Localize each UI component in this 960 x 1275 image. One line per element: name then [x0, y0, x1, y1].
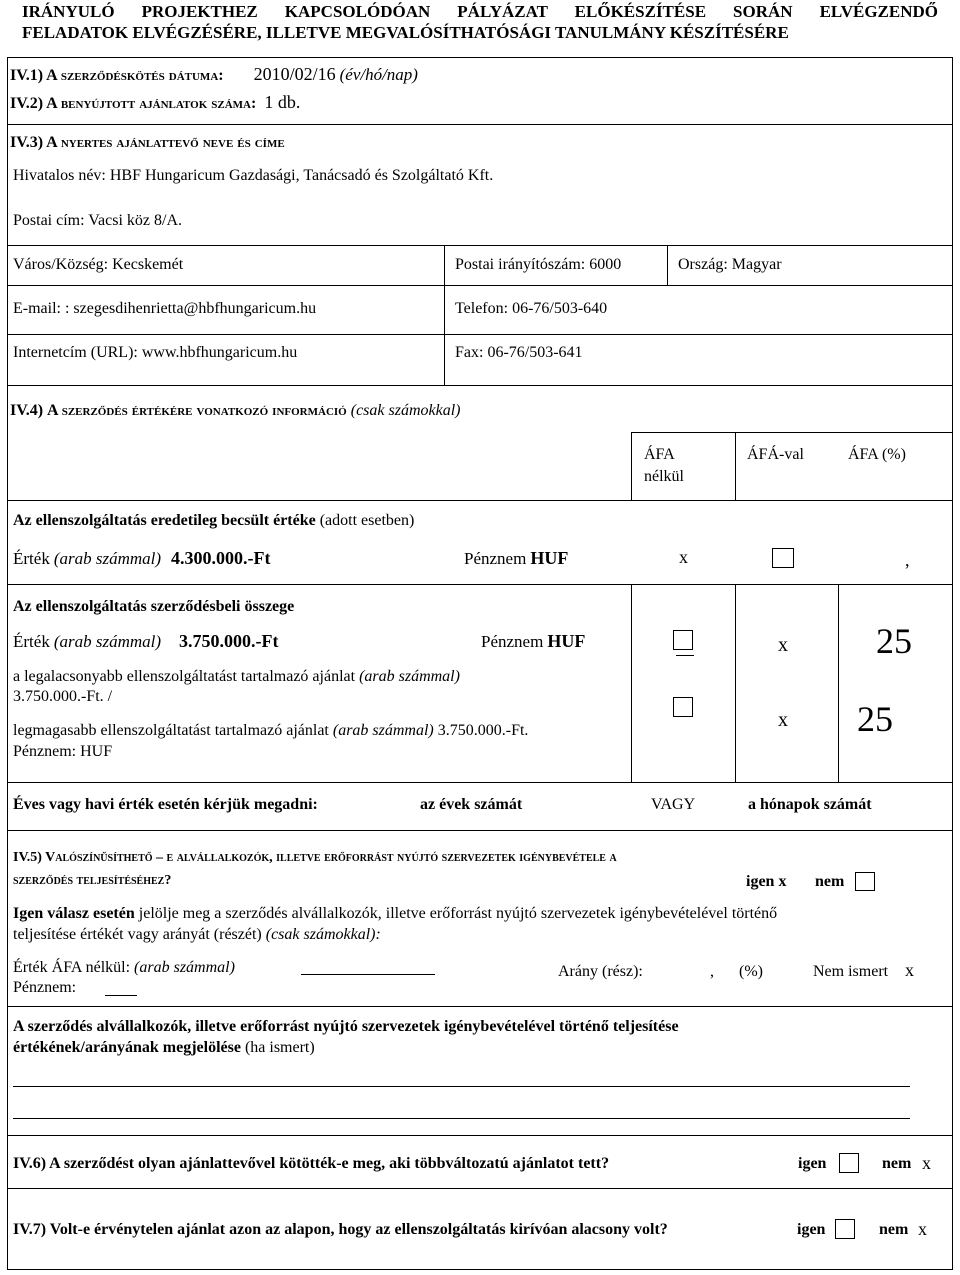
divider — [735, 432, 736, 500]
variant-offer-yes-label: igen — [798, 1155, 827, 1172]
value-section-prefix: IV.4) — [10, 402, 48, 419]
subcontractor-title-1: IV.5) Valószínűsíthető – e alvállalkozók, illetve erőforrást nyújtó szervezetek igénybevétele a — [13, 850, 617, 865]
divider — [7, 334, 953, 335]
offers-count-label: IV.2) A benyújtott ajánlatok száma: — [10, 95, 257, 112]
sub-desc-label: értékének/arányának megjelölése — [13, 1039, 241, 1056]
original-comma: , — [905, 550, 910, 570]
contract-currency-value: HUF — [547, 631, 586, 651]
contract-afa-nelkul-checkbox[interactable] — [673, 630, 693, 650]
winner-official-name: Hivatalos név: HBF Hungaricum Gazdasági, Tanácsadó és Szolgáltató Kft. — [13, 167, 494, 184]
original-value-row — [13, 548, 271, 569]
highest-offer-value: 3.750.000.-Ft. — [433, 722, 529, 739]
low-price-yes-checkbox[interactable] — [835, 1219, 855, 1239]
doc-header-line1: IRÁNYULÓ PROJEKTHEZ KAPCSOLÓDÓAN PÁLYÁZAT ELŐKÉSZÍTÉSE SORÁN ELVÉGZENDŐ — [22, 2, 938, 21]
yes-answer-text-2: teljesítése értékét vagy arányát (részét) — [13, 926, 266, 943]
sub-value-row — [13, 959, 235, 977]
subcontractor-title-2: szerződés teljesítéséhez? — [13, 873, 172, 888]
original-value-hint: (adott esetben) — [319, 512, 415, 529]
lowest-offer-line1 — [13, 668, 460, 686]
divider — [7, 500, 953, 501]
winner-city: Város/Község: Kecskemét — [13, 256, 184, 273]
contract-date-label: IV.1) A szerződéskötés dátuma: — [10, 67, 224, 84]
original-value-label: Érték — [13, 549, 50, 568]
checkbox-underline — [676, 655, 694, 656]
variant-offer-no-x: x — [922, 1153, 931, 1173]
value-section-title-text: A szerződés értékére vonatkozó információ — [47, 402, 347, 419]
contract-amount-title: Az ellenszolgáltatás szerződésbeli összege — [13, 598, 295, 615]
winner-zip: Postai irányítószám: 6000 — [455, 256, 622, 273]
winner-website: Internetcím (URL): www.hbfhungaricum.hu — [13, 344, 298, 361]
sub-ratio-label: Arány (rész): — [558, 963, 643, 980]
original-afaval-checkbox[interactable] — [772, 548, 794, 568]
offers-afaval-x: x — [778, 709, 788, 731]
offers-count-row — [10, 92, 300, 113]
offers-afa-pct: 25 — [857, 699, 893, 739]
annual-years: az évek számát — [420, 796, 523, 813]
original-value-hint-arab: (arab számmal) — [53, 549, 162, 568]
col-header-afa-nelkul-1: ÁFA — [644, 446, 675, 463]
winner-section-title: IV.3) A nyertes ajánlattevő neve és címe — [10, 134, 285, 151]
low-price-question: IV.7) Volt-e érvénytelen ajánlat azon az alapon, hogy az ellenszolgáltatás kirívóan alacsony volt? — [13, 1221, 668, 1238]
divider — [7, 1188, 953, 1189]
contract-amount-label: Érték — [13, 632, 50, 651]
sub-unknown-x: x — [905, 960, 914, 980]
divider — [7, 1135, 953, 1136]
divider — [7, 584, 953, 585]
low-price-yes-label: igen — [797, 1221, 826, 1238]
original-value-amount: 4.300.000.-Ft — [171, 548, 271, 568]
original-currency-value: HUF — [530, 548, 569, 568]
winner-postal-address: Postai cím: Vacsi köz 8/A. — [13, 212, 183, 229]
divider — [7, 782, 953, 783]
sub-currency-field[interactable] — [105, 995, 137, 996]
divider — [631, 432, 632, 500]
doc-header-line2: FELADATOK ELVÉGZÉSÉRE, ILLETVE MEGVALÓSÍTHATÓSÁGI TANULMÁNY KÉSZÍTÉSÉRE — [22, 23, 789, 42]
contract-currency — [481, 631, 585, 652]
value-section-title — [10, 402, 460, 420]
yes-answer-hint: (csak számokkal): — [265, 926, 381, 943]
sub-value-field[interactable] — [301, 974, 435, 975]
original-currency — [464, 548, 568, 569]
divider — [631, 584, 632, 782]
offers-count-value: 1 db. — [264, 92, 301, 112]
divider — [735, 584, 736, 782]
subcontractor-no-checkbox[interactable] — [855, 872, 875, 891]
winner-email: E-mail: : szegesdihenrietta@hbfhungaricum.hu — [13, 300, 317, 317]
highest-offer-hint: (arab számmal) — [332, 722, 434, 739]
highest-offer-line1 — [13, 722, 528, 740]
contract-afaval-x: x — [778, 634, 788, 656]
divider — [7, 830, 953, 831]
annual-months: a hónapok számát — [748, 796, 872, 813]
sub-unknown-label: Nem ismert — [813, 963, 889, 980]
sub-desc-field-line-2[interactable] — [13, 1118, 910, 1119]
sub-ratio-pct: (%) — [739, 963, 763, 980]
variant-offer-question: IV.6) A szerződést olyan ajánlattevővel kötötték-e meg, aki többváltozatú ajánlatot tett? — [13, 1155, 610, 1172]
col-header-afa-nelkul-2: nélkül — [644, 468, 684, 485]
variant-offer-no-label: nem — [882, 1155, 912, 1172]
divider — [7, 285, 953, 286]
yes-answer-text: jelölje meg a szerződés alvállalkozók, illetve erőforrást nyújtó szervezetek igénybevételével történő — [134, 905, 778, 922]
subcontractor-yes-instructions — [13, 905, 777, 923]
lowest-offer-hint: (arab számmal) — [359, 668, 460, 685]
value-section-hint: (csak számokkal) — [350, 402, 461, 419]
highest-offer-currency: Pénznem: HUF — [13, 743, 113, 760]
contract-date-row — [10, 64, 418, 85]
annual-or: VAGY — [651, 796, 696, 813]
contract-amount-value: 3.750.000.-Ft — [179, 631, 279, 651]
sub-value-label: Érték ÁFA nélkül: — [13, 959, 135, 976]
winner-phone: Telefon: 06-76/503-640 — [455, 300, 608, 317]
original-value-title — [13, 512, 414, 530]
subcontractor-yes-instructions-2 — [13, 926, 381, 944]
highest-offer-text: legmagasabb ellenszolgáltatást tartalmazó ajánlat — [13, 722, 333, 739]
divider — [7, 245, 953, 246]
sub-currency-label: Pénznem: — [13, 979, 77, 996]
original-currency-label: Pénznem — [464, 549, 527, 568]
winner-fax: Fax: 06-76/503-641 — [455, 344, 583, 361]
offers-afa-nelkul-checkbox[interactable] — [673, 697, 693, 717]
form-frame — [7, 57, 953, 1270]
contract-amount-row — [13, 631, 279, 652]
sub-desc-line1: A szerződés alvállalkozók, illetve erőforrást nyújtó szervezetek igénybevételével történő teljesítése — [13, 1018, 679, 1035]
sub-desc-hint: (ha ismert) — [240, 1039, 315, 1056]
contract-currency-label: Pénznem — [481, 632, 544, 651]
annual-label: Éves vagy havi érték esetén kérjük megadni: — [13, 796, 318, 813]
subcontractor-no-label: nem — [815, 873, 845, 890]
low-price-no-label: nem — [879, 1221, 909, 1238]
sub-value-hint: (arab számmal) — [134, 959, 235, 976]
lowest-offer-text: a legalacsonyabb ellenszolgáltatást tartalmazó ajánlat — [13, 668, 360, 685]
sub-ratio-comma: , — [710, 963, 714, 980]
divider — [7, 124, 953, 125]
winner-country: Ország: Magyar — [678, 256, 782, 273]
col-header-afa-pct: ÁFA (%) — [848, 446, 906, 463]
original-x-mark: x — [679, 547, 688, 567]
divider — [7, 1006, 953, 1007]
col-header-afaval: ÁFÁ-val — [747, 446, 804, 463]
contract-afa-pct: 25 — [876, 621, 912, 661]
divider — [444, 245, 445, 385]
contract-date-hint: (év/hó/nap) — [339, 65, 418, 84]
contract-date-value: 2010/02/16 — [253, 64, 336, 84]
contract-amount-hint-arab: (arab számmal) — [53, 632, 162, 651]
lowest-offer-value: 3.750.000.-Ft. / — [13, 688, 113, 705]
divider — [7, 385, 953, 386]
divider — [667, 245, 668, 285]
variant-offer-yes-checkbox[interactable] — [839, 1153, 859, 1173]
low-price-no-x: x — [918, 1219, 927, 1239]
sub-desc-line2 — [13, 1039, 315, 1057]
divider — [631, 432, 953, 433]
divider — [838, 584, 839, 782]
sub-desc-field-line-1[interactable] — [13, 1086, 910, 1087]
original-value-title-text: Az ellenszolgáltatás eredetileg becsült értéke — [13, 512, 316, 529]
subcontractor-yes: igen x — [746, 873, 787, 890]
yes-answer-label: Igen válasz esetén — [13, 905, 135, 922]
